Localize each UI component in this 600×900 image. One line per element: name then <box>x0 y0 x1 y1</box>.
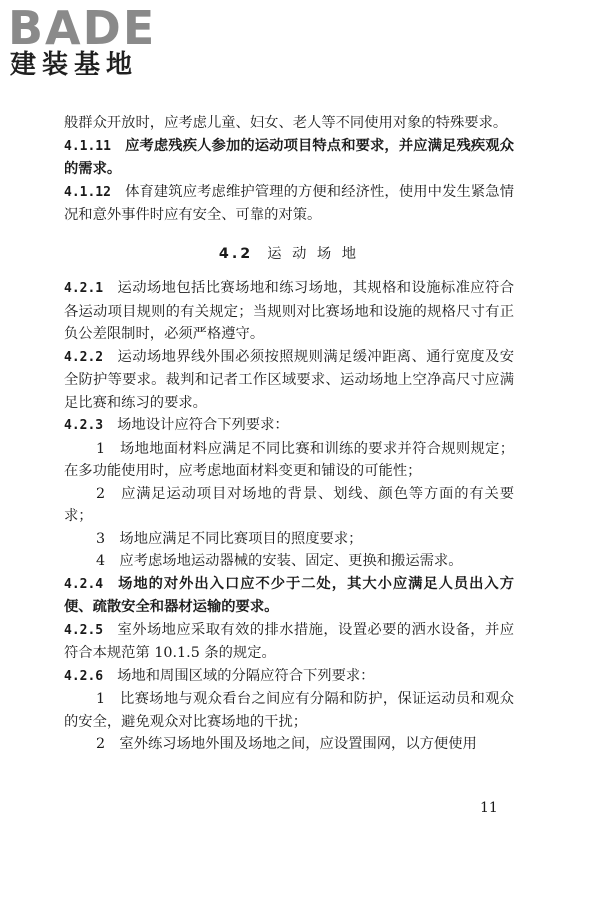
clause-4-2-1 <box>64 277 514 346</box>
clause-number: 4.2.3 <box>64 418 104 433</box>
clause-4-2-5 <box>64 619 514 665</box>
section-number: 4.2 <box>218 245 254 262</box>
clause-number: 4.2.4 <box>64 576 104 592</box>
clause-text: 体育建筑应考虑维护管理的方便和经济性，使用中发生紧急情况和意外事件时应有安全、可靠的对策。 <box>64 183 514 223</box>
logo-chinese-name: 建装基地 <box>10 50 139 80</box>
clause-text: 运动场地界线外围必须按照规则满足缓冲距离、通行宽度及安全防护等要求。裁判和记者工作区域要求、运动场地上空净高尺寸应满足比赛和练习的要求。 <box>64 348 514 411</box>
clause-4-2-4 <box>64 573 514 619</box>
section-heading <box>64 243 514 266</box>
list-item: 2 室外练习场地外围及场地之间，应设置围网，以方便使用 <box>96 736 477 752</box>
list-item: 1 场地地面材料应满足不同比赛和训练的要求并符合规则规定；在多功能使用时，应考虑地面材料变更和铺设的可能性； <box>64 440 514 479</box>
logo-wordmark: BADE <box>8 1 157 55</box>
clause-4-2-6 <box>64 665 514 689</box>
list-item: 3 场地应满足不同比赛项目的照度要求； <box>96 530 363 547</box>
section-title: 运 动 场 地 <box>267 245 360 262</box>
list-item: 2 应满足运动项目对场地的背景、划线、颜色等方面的有关要求； <box>64 485 514 524</box>
clause-number: 4.2.1 <box>64 281 104 296</box>
paragraph: 般群众开放时，应考虑儿童、妇女、老人等不同使用对象的特殊要求。 <box>64 115 508 131</box>
clause-number: 4.2.6 <box>64 668 104 684</box>
document-body <box>64 112 514 756</box>
page-number: 11 <box>480 800 498 816</box>
list-item: 4 应考虑场地运动器械的安装、固定、更换和搬运需求。 <box>96 553 463 569</box>
clause-text: 应考虑残疾人参加的运动项目特点和要求，并应满足残疾观众的需求。 <box>64 137 514 177</box>
clause-text: 场地设计应符合下列要求： <box>117 417 289 433</box>
clause-4-1-12 <box>64 181 514 227</box>
clause-text: 场地的对外出入口应不少于二处，其大小应满足人员出入方便、疏散安全和器材运输的要求。 <box>64 575 514 615</box>
clause-number: 4.2.5 <box>64 622 104 638</box>
clause-number: 4.1.12 <box>64 184 111 200</box>
clause-text: 场地和周围区域的分隔应符合下列要求： <box>117 667 375 684</box>
clause-number: 4.2.2 <box>64 349 104 365</box>
clause-text: 室外场地应采取有效的排水措施，设置必要的洒水设备，并应符合本规范第 10.1.5 条的规定。 <box>64 621 514 661</box>
clause-4-2-2 <box>64 346 514 415</box>
logo <box>8 1 178 84</box>
clause-number: 4.1.11 <box>64 138 111 154</box>
clause-text: 运动场地包括比赛场地和练习场地，其规格和设施标准应符合各运动项目规则的有关规定；当规则对比赛场地和设施的规格尺寸有正负公差限制时，必须严格遵守。 <box>64 280 514 342</box>
clause-4-2-3 <box>64 414 514 438</box>
list-item: 1 比赛场地与观众看台之间应有分隔和防护，保证运动员和观众的安全，避免观众对比赛场地的干扰； <box>64 691 514 730</box>
clause-4-1-11 <box>64 135 514 181</box>
